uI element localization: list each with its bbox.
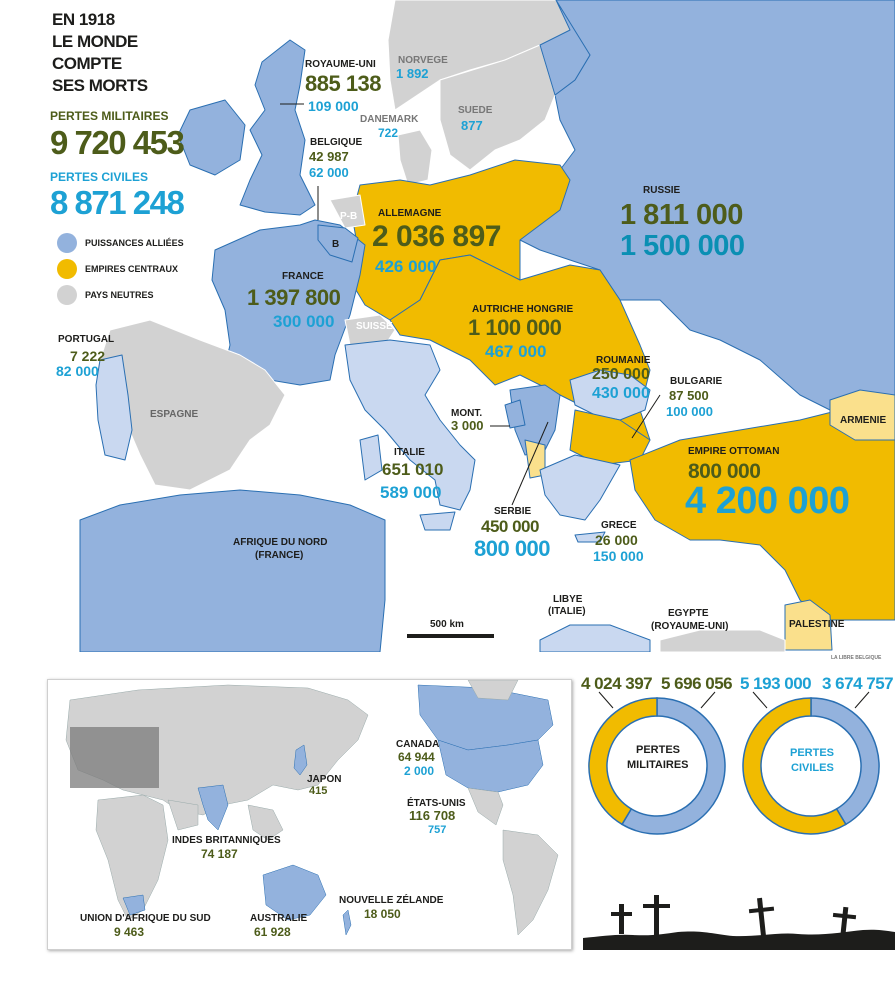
germany-civil: 426 000 bbox=[375, 257, 437, 276]
portugal-civil: 82 000 bbox=[56, 363, 99, 379]
donut-charts bbox=[575, 670, 895, 850]
sardinia-shape bbox=[360, 435, 382, 480]
donut-military-allies-label: 5 696 056 bbox=[661, 674, 733, 693]
egypt-label-1: EGYPTE bbox=[668, 608, 709, 619]
portugal-name: PORTUGAL bbox=[58, 334, 115, 345]
uk-shape bbox=[240, 40, 315, 215]
usa-shape bbox=[438, 740, 543, 792]
arabia-shape bbox=[168, 800, 198, 830]
france-civil: 300 000 bbox=[273, 312, 335, 331]
canada-civil: 2 000 bbox=[404, 764, 435, 778]
ireland-shape bbox=[178, 100, 245, 175]
libya-label-1: LIBYE bbox=[553, 594, 583, 605]
military-total-label: PERTES MILITAIRES bbox=[50, 109, 169, 123]
denmark-civil: 722 bbox=[378, 126, 399, 140]
legend-swatch-neutral bbox=[57, 285, 77, 305]
donut-civil-allies-label: 3 674 757 bbox=[822, 674, 894, 693]
graveyard-silhouette bbox=[583, 890, 895, 950]
sweden-name: SUEDE bbox=[458, 105, 493, 116]
australia-military: 61 928 bbox=[254, 925, 291, 939]
egypt-shape bbox=[660, 630, 785, 652]
title-line-3: COMPTE bbox=[52, 54, 122, 73]
denmark-name: DANEMARK bbox=[360, 114, 419, 125]
belgium-military: 42 987 bbox=[309, 149, 349, 164]
ottoman-civil: 4 200 000 bbox=[685, 480, 850, 522]
suisse-label: SUISSE bbox=[356, 321, 393, 332]
russia-name: RUSSIE bbox=[643, 185, 681, 196]
india-military: 74 187 bbox=[201, 847, 238, 861]
new-zealand-shape bbox=[343, 910, 351, 935]
montenegro-military: 3 000 bbox=[451, 418, 484, 433]
bulgaria-civil: 100 000 bbox=[666, 404, 713, 419]
donut-civil-center-2: CIVILES bbox=[791, 762, 834, 774]
europe-highlight bbox=[70, 727, 159, 788]
austria-name: AUTRICHE HONGRIE bbox=[472, 304, 574, 315]
serbia-military: 450 000 bbox=[481, 517, 539, 536]
title-line-2: LE MONDE bbox=[52, 32, 138, 51]
title-line-1: EN 1918 bbox=[52, 10, 115, 29]
norway-name: NORVEGE bbox=[398, 55, 448, 66]
credit: LA LIBRE BELGIQUE bbox=[831, 655, 882, 661]
canada-name: CANADA bbox=[396, 739, 440, 750]
sweden-civil: 877 bbox=[461, 118, 483, 133]
donut-civil-central-label: 5 193 000 bbox=[740, 674, 812, 693]
central-america-shape bbox=[468, 788, 503, 825]
ottoman-military: 800 000 bbox=[688, 460, 761, 483]
libya-label-2: (ITALIE) bbox=[548, 606, 586, 617]
donut-military-center-2: MILITAIRES bbox=[627, 759, 689, 771]
north-africa-label-2: (FRANCE) bbox=[255, 550, 304, 561]
legend-label-allies: PUISSANCES ALLIÉES bbox=[85, 238, 184, 248]
japan-name: JAPON bbox=[307, 774, 342, 785]
germany-military: 2 036 897 bbox=[372, 220, 501, 253]
new-zealand-military: 18 050 bbox=[364, 907, 401, 921]
south-africa-name: UNION D'AFRIQUE DU SUD bbox=[80, 913, 211, 924]
legend-label-neutral: PAYS NEUTRES bbox=[85, 290, 154, 300]
romania-military: 250 000 bbox=[592, 366, 650, 383]
italy-civil: 589 000 bbox=[380, 483, 442, 502]
italy-military: 651 010 bbox=[382, 460, 444, 479]
australia-name: AUSTRALIE bbox=[250, 913, 308, 924]
scale-bar bbox=[407, 634, 494, 638]
ottoman-name: EMPIRE OTTOMAN bbox=[688, 446, 780, 457]
bulgaria-name: BULGARIE bbox=[670, 376, 723, 387]
norway-civil: 1 892 bbox=[396, 66, 429, 81]
new-zealand-name: NOUVELLE ZÉLANDE bbox=[339, 895, 444, 906]
france-military: 1 397 800 bbox=[247, 285, 341, 310]
serbia-name: SERBIE bbox=[494, 506, 532, 517]
title-line-4: SES MORTS bbox=[52, 76, 148, 95]
armenia-label: ARMENIE bbox=[840, 415, 887, 426]
world-inset bbox=[47, 679, 572, 950]
usa-civil: 757 bbox=[428, 824, 447, 836]
pb-label: P-B bbox=[340, 211, 358, 222]
donut-civil-center-1: PERTES bbox=[790, 747, 835, 759]
russia-military: 1 811 000 bbox=[620, 199, 743, 231]
legend-swatch-central bbox=[57, 259, 77, 279]
uk-name: ROYAUME-UNI bbox=[305, 59, 376, 70]
legend-label-central: EMPIRES CENTRAUX bbox=[85, 264, 179, 274]
world-map bbox=[48, 680, 572, 950]
serbia-civil: 800 000 bbox=[474, 536, 551, 561]
scale-label: 500 km bbox=[430, 619, 464, 630]
france-name: FRANCE bbox=[282, 271, 324, 282]
libya-shape bbox=[540, 625, 650, 652]
egypt-label-2: (ROYAUME-UNI) bbox=[651, 621, 729, 632]
india-name: INDES BRITANNIQUES bbox=[172, 835, 281, 846]
italy-name: ITALIE bbox=[394, 447, 425, 458]
legend-swatch-allies bbox=[57, 233, 77, 253]
military-total-value: 9 720 453 bbox=[50, 124, 184, 161]
portugal-military: 7 222 bbox=[70, 348, 106, 364]
donut-0-leader-left bbox=[599, 692, 613, 708]
espagne-label: ESPAGNE bbox=[150, 409, 199, 420]
romania-civil: 430 000 bbox=[592, 385, 650, 402]
usa-military: 116 708 bbox=[409, 808, 456, 823]
montenegro-name: MONT. bbox=[451, 408, 483, 419]
romania-name: ROUMANIE bbox=[596, 355, 651, 366]
greece-civil: 150 000 bbox=[593, 548, 644, 564]
usa-name: ÉTATS-UNIS bbox=[407, 798, 466, 809]
sicily-shape bbox=[420, 512, 455, 530]
bulgaria-military: 87 500 bbox=[669, 388, 709, 403]
south-america-shape bbox=[503, 830, 558, 935]
denmark-shape bbox=[398, 130, 432, 185]
donut-0-leader-right bbox=[701, 692, 715, 708]
civil-total-label: PERTES CIVILES bbox=[50, 170, 149, 184]
japan-military: 415 bbox=[309, 785, 328, 797]
civil-total-value: 8 871 248 bbox=[50, 184, 184, 221]
donut-military-central-label: 4 024 397 bbox=[581, 674, 653, 693]
palestine-label: PALESTINE bbox=[789, 619, 845, 630]
uk-civil: 109 000 bbox=[308, 98, 359, 114]
greece-military: 26 000 bbox=[595, 532, 638, 548]
australia-shape bbox=[263, 865, 326, 920]
north-africa-shape bbox=[80, 490, 385, 652]
belgium-civil: 62 000 bbox=[309, 165, 349, 180]
greece-shape bbox=[540, 455, 620, 520]
austria-military: 1 100 000 bbox=[468, 315, 562, 340]
uk-military: 885 138 bbox=[305, 71, 382, 96]
austria-civil: 467 000 bbox=[485, 342, 547, 361]
donut-1-leader-right bbox=[855, 692, 869, 708]
north-africa-label-1: AFRIQUE DU NORD bbox=[233, 537, 328, 548]
donut-1-leader-left bbox=[753, 692, 767, 708]
greece-name: GRECE bbox=[601, 520, 637, 531]
donut-military-center-1: PERTES bbox=[636, 744, 681, 756]
germany-name: ALLEMAGNE bbox=[378, 208, 442, 219]
b-label: B bbox=[332, 239, 340, 250]
russia-civil: 1 500 000 bbox=[620, 230, 745, 262]
belgium-name: BELGIQUE bbox=[310, 137, 363, 148]
south-africa-military: 9 463 bbox=[114, 925, 145, 939]
canada-military: 64 944 bbox=[398, 750, 435, 764]
